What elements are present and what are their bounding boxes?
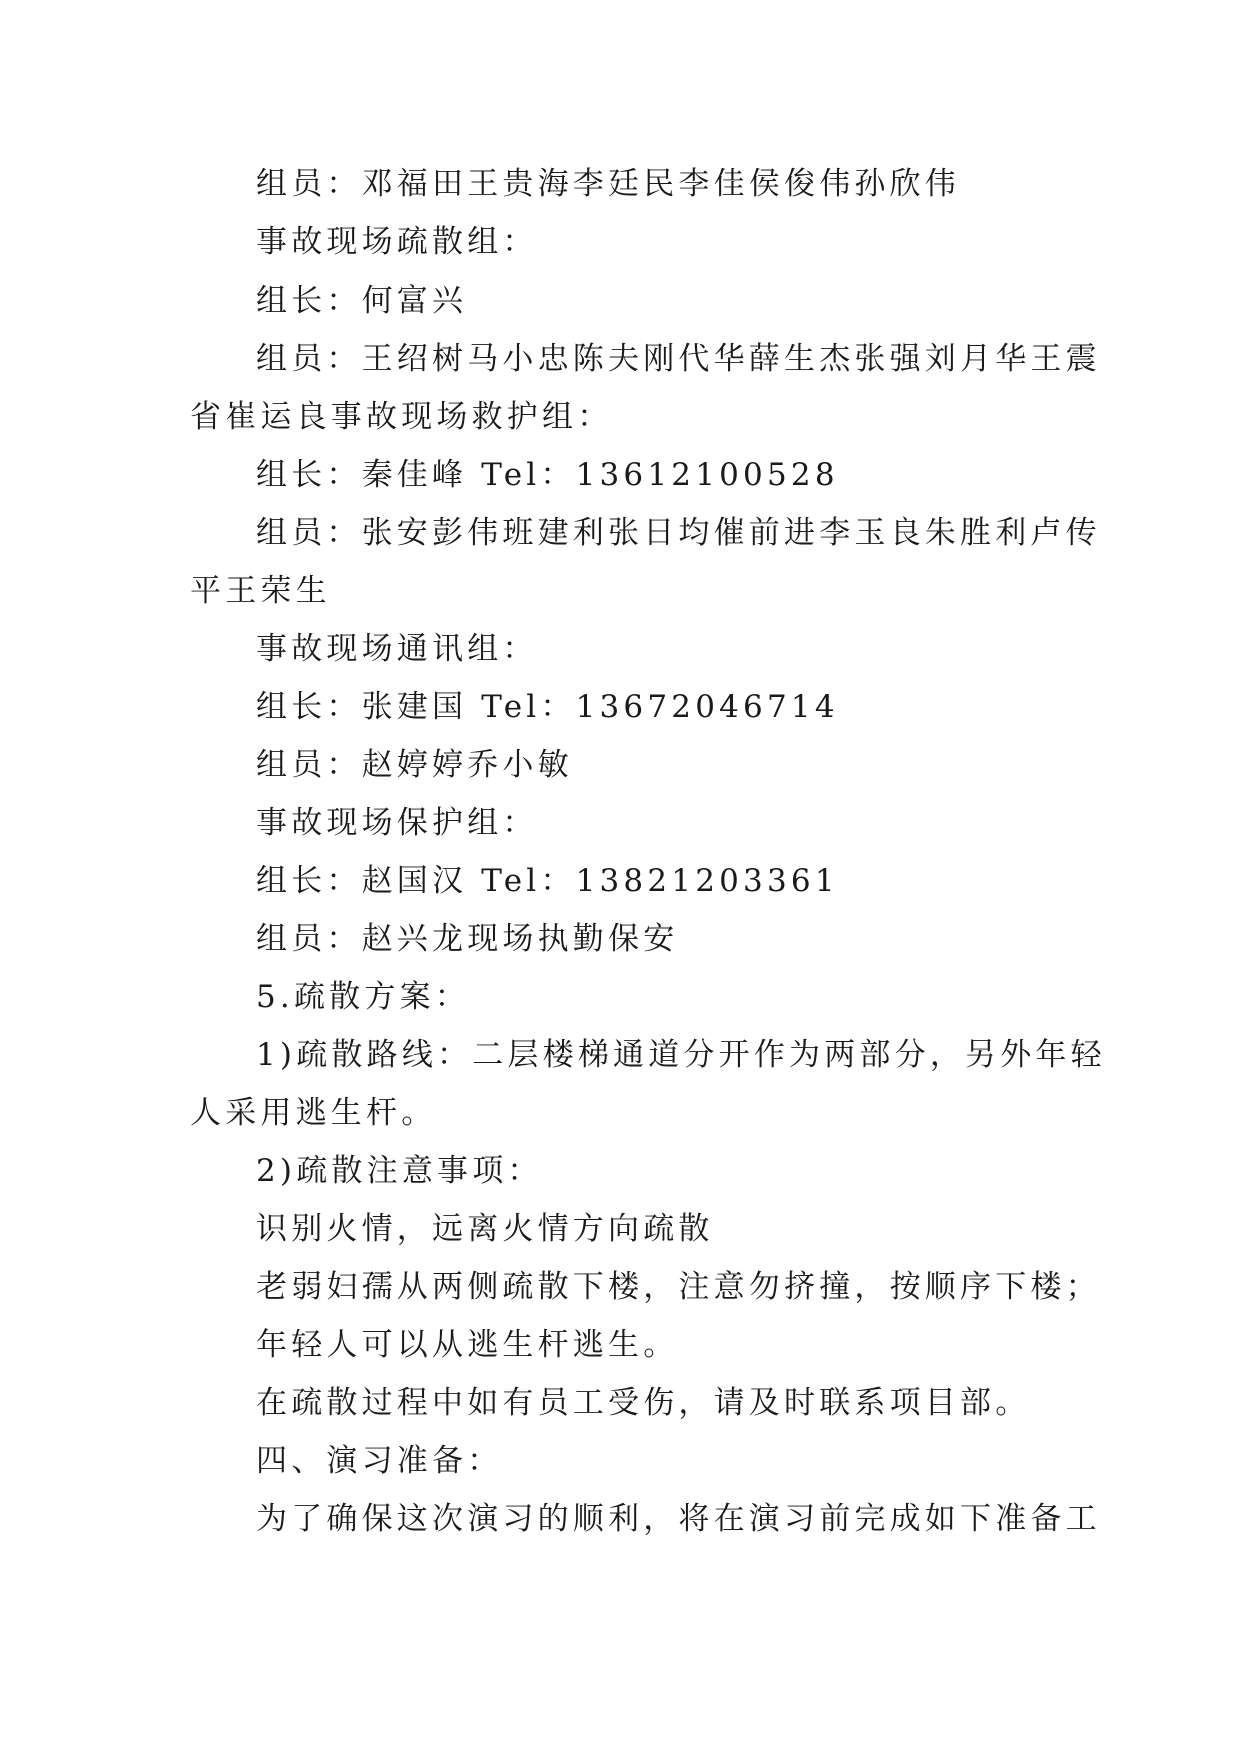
text-line: 组员：张安彭伟班建利张日均催前进李玉良朱胜利卢传 bbox=[256, 515, 1101, 551]
text-line: 识别火情，远离火情方向疏散 bbox=[256, 1211, 714, 1247]
text-line: 省崔运良事故现场救护组： bbox=[190, 399, 613, 435]
text-line: 组长：张建国 Tel：13672046714 bbox=[256, 689, 839, 725]
text-line: 事故现场疏散组： bbox=[256, 224, 538, 260]
text-line: 2)疏散注意事项： bbox=[256, 1153, 543, 1189]
text-line: 组员：王绍树马小忠陈夫刚代华薛生杰张强刘月华王震 bbox=[256, 341, 1101, 377]
text-line: 事故现场通讯组： bbox=[256, 631, 538, 667]
text-line: 平王荣生 bbox=[190, 573, 331, 609]
text-line: 事故现场保护组： bbox=[256, 805, 538, 841]
text-line: 5.疏散方案： bbox=[256, 979, 470, 1015]
text-line: 人采用逃生杆。 bbox=[190, 1095, 437, 1131]
text-line: 组员：赵婷婷乔小敏 bbox=[256, 747, 573, 783]
text-line: 组长：何富兴 bbox=[256, 283, 468, 319]
text-line: 在疏散过程中如有员工受伤，请及时联系项目部。 bbox=[256, 1385, 1031, 1421]
text-line: 组长：赵国汉 Tel：13821203361 bbox=[256, 863, 839, 899]
text-line: 1)疏散路线：二层楼梯通道分开作为两部分，另外年轻 bbox=[256, 1037, 1106, 1073]
text-line: 为了确保这次演习的顺利，将在演习前完成如下准备工 bbox=[256, 1501, 1101, 1537]
text-line: 组员：赵兴龙现场执勤保安 bbox=[256, 921, 679, 957]
text-line: 年轻人可以从逃生杆逃生。 bbox=[256, 1327, 679, 1363]
text-line: 组员：邓福田王贵海李廷民李佳侯俊伟孙欣伟 bbox=[256, 166, 960, 202]
text-line: 老弱妇孺从两侧疏散下楼，注意勿挤撞，按顺序下楼； bbox=[256, 1269, 1101, 1305]
text-line: 四、演习准备： bbox=[256, 1443, 503, 1479]
text-line: 组长：秦佳峰 Tel：13612100528 bbox=[256, 457, 839, 493]
